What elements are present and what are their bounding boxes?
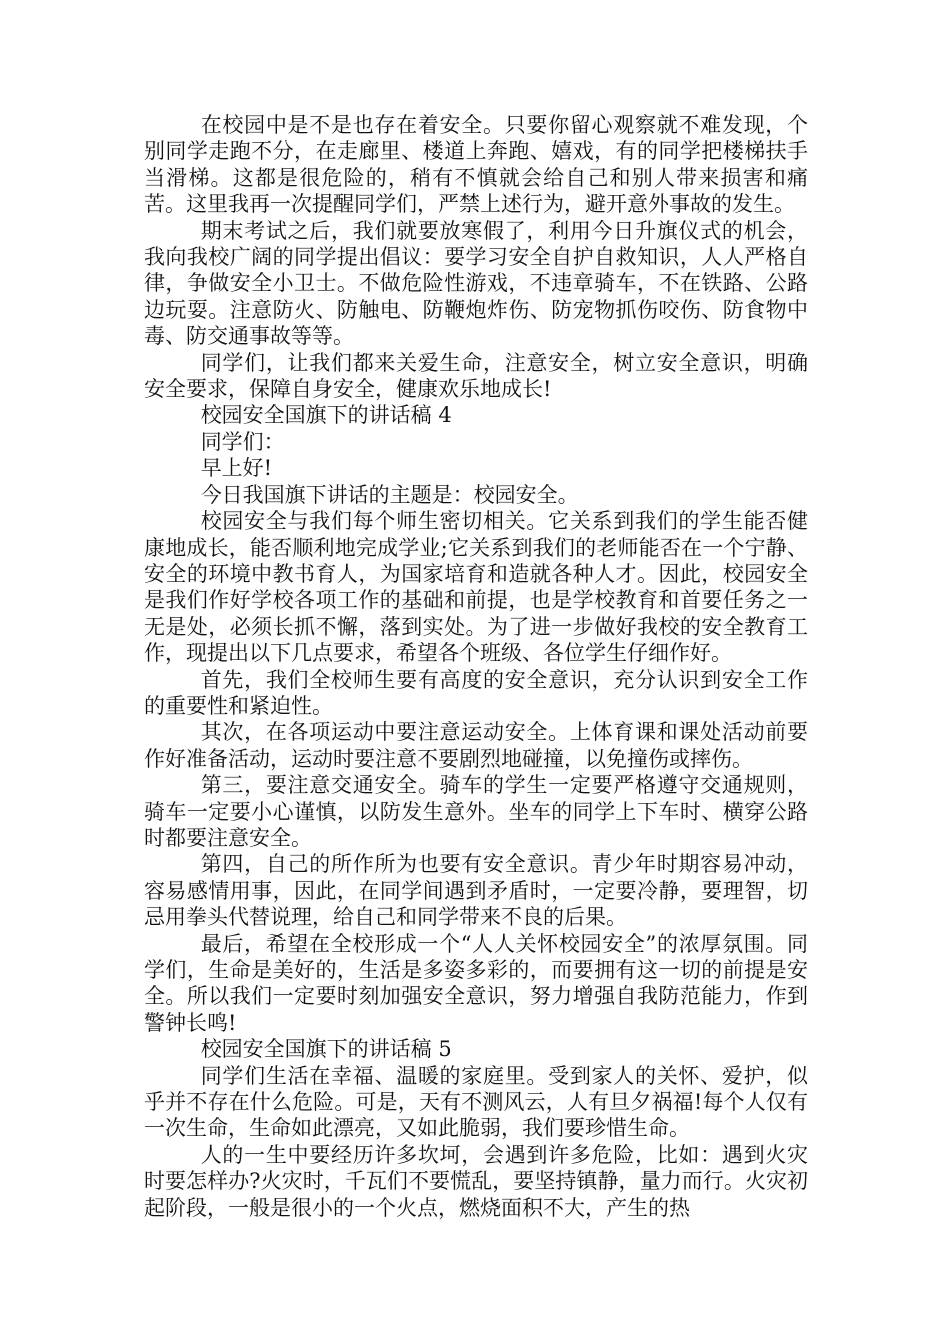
paragraph: 同学们生活在幸福、温暖的家庭里。受到家人的关怀、爱护，似乎并不存在什么危险。可是，天有不测风云，人有旦夕祸福!每个人仅有一次生命，生命如此漂亮，又如此脆弱，我们要珍惜生命。 — [144, 1063, 808, 1141]
paragraph: 其次，在各项运动中要注意运动安全。上体育课和课处活动前要作好准备活动，运动时要注意不要剧烈地碰撞，以免撞伤或摔伤。 — [144, 720, 808, 771]
paragraph: 今日我国旗下讲话的主题是：校园安全。 — [200, 482, 579, 507]
paragraph: 在校园中是不是也存在着安全。只要你留心观察就不难发现，个别同学走跑不分，在走廊里、楼道上奔跑、嬉戏，有的同学把楼梯扶手当滑梯。这都是很危险的，稍有不慎就会给自己和别人带来损害和痛苦。这里我再一次提醒同学们，严禁上述行为，避开意外事故的发生。 — [144, 113, 808, 217]
paragraph: 期末考试之后，我们就要放寒假了，利用今日升旗仪式的机会，我向我校广阔的同学提出倡议：要学习安全自护自救知识，人人严格自律，争做安全小卫士。不做危险性游戏，不违章骑车，不在铁路、公路边玩耍。注意防火、防触电、防鞭炮炸伤、防宠物抓伤咬伤、防食物中毒、防交通事故等等。 — [144, 218, 808, 349]
paragraph: 第三，要注意交通安全。骑车的学生一定要严格遵守交通规则，骑车一定要小心谨慎，以防发生意外。坐车的同学上下车时、横穿公路时都要注意安全。 — [144, 773, 808, 850]
paragraph: 校园安全与我们每个师生密切相关。它关系到我们的学生能否健康地成长，能否顺利地完成学业;它关系到我们的老师能否在一个宁静、安全的环境中教书育人，为国家培育和造就各种人才。因此，校园安全是我们作好学校各项工作的基础和前提，也是学校教育和首要任务之一无是处，必须长抓不懈，落到实处。为了进一步做好我校的安全教育工作，现提出以下几点要求，希望各个班级、各位学生仔细作好。 — [144, 509, 808, 666]
paragraph: 同学们： — [200, 429, 285, 454]
paragraph: 同学们，让我们都来关爱生命，注意安全，树立安全意识，明确安全要求，保障自身安全，健康欢乐地成长! — [144, 350, 808, 402]
section-heading: 校园安全国旗下的讲话稿 5 — [200, 1037, 452, 1062]
paragraph: 第四，自己的所作所为也要有安全意识。青少年时期容易冲动，容易感情用事，因此，在同学间遇到矛盾时，一定要冷静，要理智，切忌用拳头代替说理，给自己和同学带来不良的后果。 — [144, 852, 808, 930]
paragraph: 早上好! — [200, 456, 273, 481]
section-heading: 校园安全国旗下的讲话稿 4 — [200, 403, 452, 428]
document-page — [144, 112, 808, 1221]
paragraph: 人的一生中要经历许多坎坷，会遇到许多危险，比如：遇到火灾时要怎样办?火灾时，千瓦们不要慌乱，要坚持镇静，量力而行。火灾初起阶段，一般是很小的一个火点，燃烧面积不大，产生的热 — [144, 1142, 808, 1220]
paragraph: 最后，希望在全校形成一个“人人关怀校园安全”的浓厚氛围。同学们，生命是美好的，生活是多姿多彩的，而要拥有这一切的前提是安全。所以我们一定要时刻加强安全意识，努力增强自我防范能力，作到警钟长鸣! — [144, 931, 808, 1035]
paragraph: 首先，我们全校师生要有高度的安全意识，充分认识到安全工作的重要性和紧迫性。 — [144, 667, 808, 718]
